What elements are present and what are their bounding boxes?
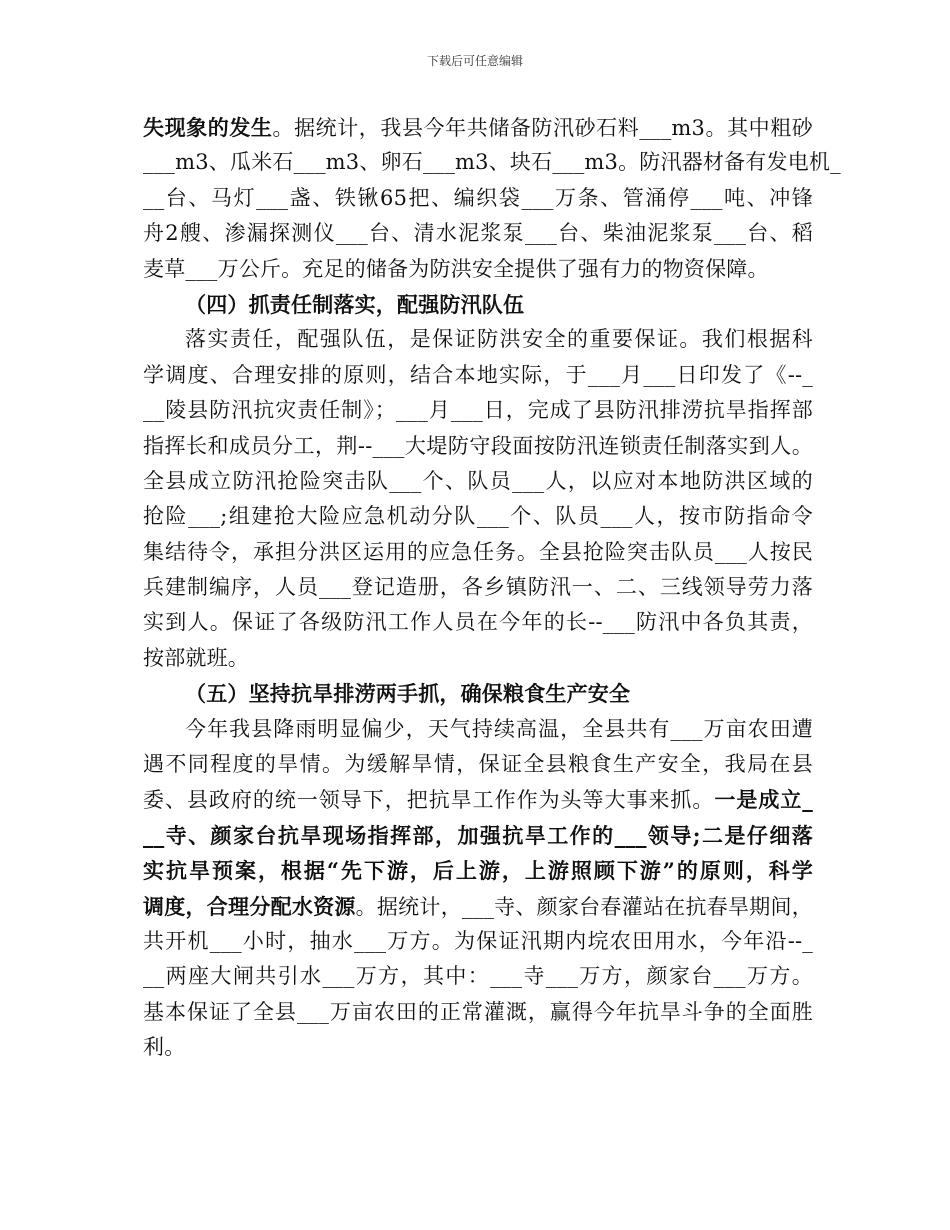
text-segment: ___m3、瓜米石___m3、卵石___m3、块石___m3。防汛器材备有发电机_ [143,150,841,175]
section-heading [143,287,813,322]
text-line [143,853,813,888]
text-segment: 实到人。保证了各级防汛工作人员在今年的长--___防汛中各负其责， [143,610,813,635]
text-line [143,570,813,605]
text-line [143,535,813,570]
text-line [143,499,813,534]
text-line [143,995,813,1030]
text-segment: （五）坚持抗旱排涝两手抓，确保粮食生产安全 [185,681,631,707]
document-body [143,110,841,1066]
text-segment: 今年我县降雨明显偏少，天气持续高温，全县共有___万亩农田遭 [185,716,813,741]
text-segment: 。据统计，___寺、颜家台春灌站在抗春旱期间， [355,894,813,919]
text-segment: 委、县政府的统一领导下，把抗旱工作作为头等大事来抓。 [143,788,715,813]
text-line [143,712,813,747]
text-line [143,110,813,145]
text-line [143,782,813,817]
text-segment: 遇不同程度的旱情。为缓解旱情，保证全县粮食生产安全，我局在县 [143,752,813,777]
text-segment: __两座大闸共引水___万方，其中：___寺___万方，颜家台___万方。 [143,964,813,989]
text-segment: 共开机___小时，抽水___万方。为保证汛期内垸农田用水，今年沿--_ [143,928,813,953]
text-segment: 落实责任，配强队伍，是保证防洪安全的重要保证。我们根据科 [185,327,813,352]
text-segment: 调度，合理分配水资源 [143,893,356,919]
text-segment: 指挥长和成员分工，荆--___大堤防守段面按防汛连锁责任制落实到人。 [143,433,813,458]
text-segment: 按部就班。 [143,645,249,670]
page-header-note: 下载后可任意编辑 [426,54,523,68]
text-line [143,818,813,853]
text-line [143,641,813,676]
text-line [143,1030,813,1065]
text-segment: 兵建制编序，人员___登记造册，各乡镇防汛一、二、三线领导劳力落 [143,575,813,600]
text-segment: 实抗旱预案，根据“先下游，后上游，上游照顾下游”的原则，科学 [143,858,813,884]
text-segment: 利。 [143,1035,186,1060]
text-segment: 学调度、合理安排的原则，结合本地实际，于___月___日印发了《--_ [143,362,813,387]
text-segment: __台、马灯___盏、铁锹65把、编织袋___万条、管涌停___吨、冲锋 [143,185,813,210]
text-line [143,429,813,464]
text-line [143,605,813,640]
text-segment: 基本保证了全县___万亩农田的正常灌溉，赢得今年抗旱斗争的全面胜 [143,999,813,1024]
text-segment: （四）抓责任制落实，配强防汛队伍 [185,291,525,317]
text-line [143,358,813,393]
text-line [143,393,813,428]
text-line [143,216,813,251]
text-segment: 一是成立_ [714,787,813,813]
text-segment: 麦草___万公斤。充足的储备为防洪安全提供了强有力的物资保障。 [143,256,769,281]
text-segment: __寺、颜家台抗旱现场指挥部，加强抗旱工作的___领导;二是仔细落 [143,822,813,848]
text-segment: 集结待令，承担分洪区运用的应急任务。全县抢险突击队员___人按民 [143,539,813,564]
text-line [143,464,813,499]
text-segment: 。据统计，我县今年共储备防汛砂石料___m3。其中粗砂 [272,116,814,140]
text-segment: 抢险___;组建抢大险应急机动分队___个、队员___人，按市防指命令 [143,504,813,529]
text-segment: 失现象的发生 [143,115,273,140]
text-line [143,924,813,959]
text-line [143,145,841,180]
section-heading [143,676,813,711]
text-segment: 全县成立防汛抢险突击队___个、队员___人，以应对本地防洪区域的 [143,468,813,493]
text-line [143,959,813,994]
text-line [143,322,813,357]
text-segment: __陵县防汛抗灾责任制》；___月___日，完成了县防汛排涝抗旱指挥部 [143,398,813,423]
text-line [143,889,813,924]
text-line [143,181,813,216]
text-line [143,747,813,782]
text-line [143,252,813,287]
text-segment: 舟2艘、渗漏探测仪___台、清水泥浆泵___台、柴油泥浆泵___台、稻 [143,221,813,246]
